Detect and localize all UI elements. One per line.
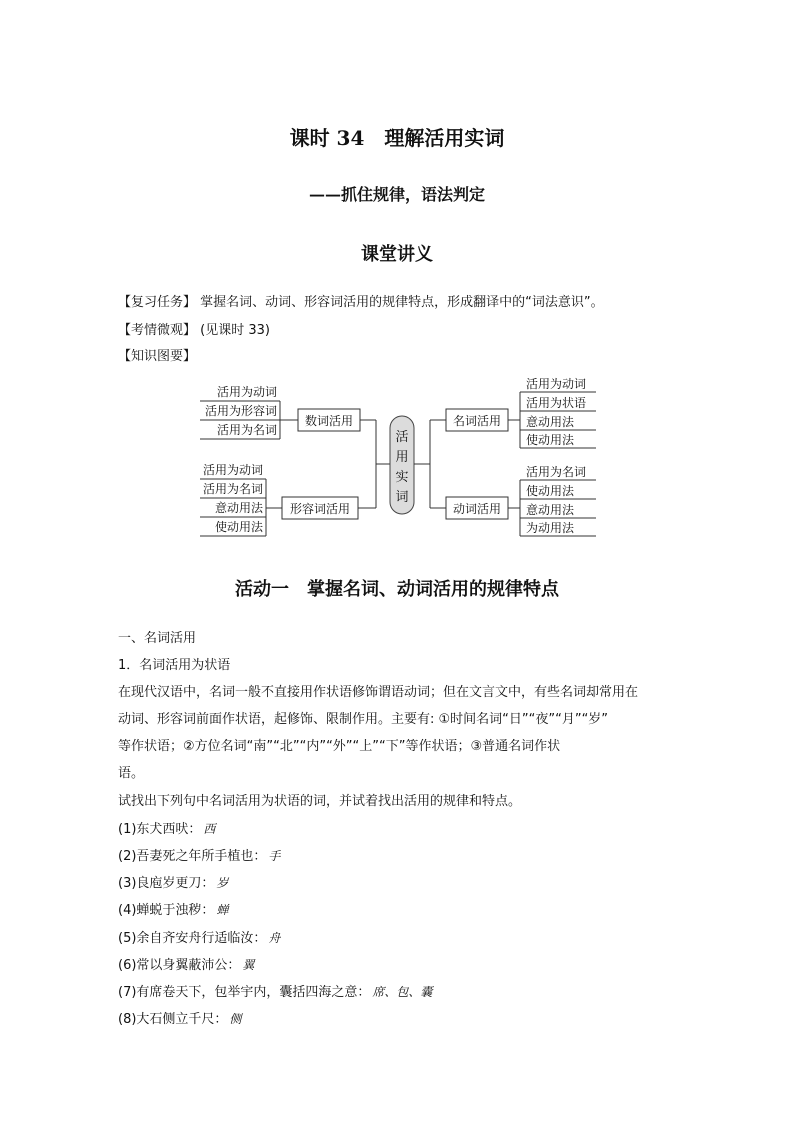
center-char: 用 xyxy=(395,450,409,465)
exam-note-text: (见课时 33) xyxy=(200,323,270,338)
example-item xyxy=(118,872,228,891)
intro-line: 等作状语；②方位名词“南”“北”“内”“外”“上”“下”等作状语；③普通名词作状 xyxy=(118,739,561,754)
numeral-item: 活用为动词 xyxy=(216,385,277,399)
numeral-usage-box: 数词活用 xyxy=(304,414,354,428)
knowledge-map-label: 【知识图要】 xyxy=(118,349,197,364)
adjective-usage-box: 形容词活用 xyxy=(289,502,351,516)
section-heading: 课堂讲义 xyxy=(361,244,433,265)
adjective-item: 活用为动词 xyxy=(202,463,263,477)
numeral-item: 活用为名词 xyxy=(216,423,277,437)
example-item xyxy=(118,927,280,946)
example-question: (5)余自齐安舟行适临汝： xyxy=(118,931,267,946)
verb-usage-box: 动词活用 xyxy=(452,502,502,516)
noun-item: 活用为动词 xyxy=(526,377,587,391)
example-question: (2)吾妻死之年所手植也： xyxy=(118,849,267,864)
example-answer: 蝉 xyxy=(216,903,229,917)
heading-noun-usage: 一、名词活用 xyxy=(118,631,197,646)
example-question: (1)东犬西吠： xyxy=(118,822,202,837)
example-answer: 手 xyxy=(268,849,281,863)
noun-usage-box: 名词活用 xyxy=(452,414,502,428)
example-question: (4)蝉蜕于浊秽： xyxy=(118,903,215,918)
adjective-item: 意动用法 xyxy=(214,501,263,515)
page-title: 课时 34 理解活用实词 xyxy=(289,126,505,150)
adjective-item: 使动用法 xyxy=(214,520,263,534)
review-task-label: 【复习任务】 xyxy=(118,295,197,310)
example-question: (7)有席卷天下，包举宇内，囊括四海之意： xyxy=(118,985,371,1000)
center-char: 实 xyxy=(395,470,409,485)
example-item xyxy=(118,1008,241,1027)
example-answer: 翼 xyxy=(242,958,255,972)
example-item xyxy=(118,899,228,918)
verb-item: 活用为名词 xyxy=(526,465,587,479)
example-question: (3)良庖岁更刀： xyxy=(118,876,215,891)
center-char: 词 xyxy=(395,490,409,505)
example-answer: 侧 xyxy=(229,1012,242,1026)
intro-line: 动词、形容词前面作状语，起修饰、限制作用。主要有: ①时间名词“日”“夜”“月”“岁” xyxy=(118,712,609,727)
example-item xyxy=(118,954,254,973)
center-char: 活 xyxy=(395,430,409,445)
page-subtitle: ——抓住规律，语法判定 xyxy=(308,185,485,204)
example-answer: 西 xyxy=(203,822,216,836)
intro-line: 语。 xyxy=(118,766,145,781)
verb-item: 意动用法 xyxy=(526,503,575,517)
example-question: (6)常以身翼蔽沛公： xyxy=(118,958,241,973)
review-task-text: 掌握名词、动词、形容词活用的规律特点，形成翻译中的“词法意识”。 xyxy=(200,295,604,310)
noun-item: 意动用法 xyxy=(526,415,575,429)
verb-item: 使动用法 xyxy=(526,484,575,498)
intro-line: 试找出下列句中名词活用为状语的词，并试着找出活用的规律和特点。 xyxy=(118,794,522,809)
example-item xyxy=(118,845,280,864)
knowledge-map-diagram xyxy=(0,0,794,560)
exam-note-label: 【考情微观】 xyxy=(118,323,197,338)
noun-item: 活用为状语 xyxy=(526,396,587,410)
example-question: (8)大石侧立千尺： xyxy=(118,1012,228,1027)
activity-heading: 活动一 掌握名词、动词活用的规律特点 xyxy=(235,579,559,600)
heading-noun-adverbial: 1．名词活用为状语 xyxy=(118,658,231,673)
verb-item: 为动用法 xyxy=(526,521,575,535)
example-answer: 岁 xyxy=(216,876,229,890)
example-answer: 舟 xyxy=(268,931,281,945)
intro-line: 在现代汉语中，名词一般不直接用作状语修饰谓语动词；但在文言文中，有些名词却常用在 xyxy=(118,685,639,700)
numeral-item: 活用为形容词 xyxy=(204,404,277,418)
noun-item: 使动用法 xyxy=(526,433,575,447)
adjective-item: 活用为名词 xyxy=(202,482,263,496)
example-item xyxy=(118,981,432,1000)
example-item xyxy=(118,818,215,837)
example-answer: 席、包、囊 xyxy=(372,985,433,999)
